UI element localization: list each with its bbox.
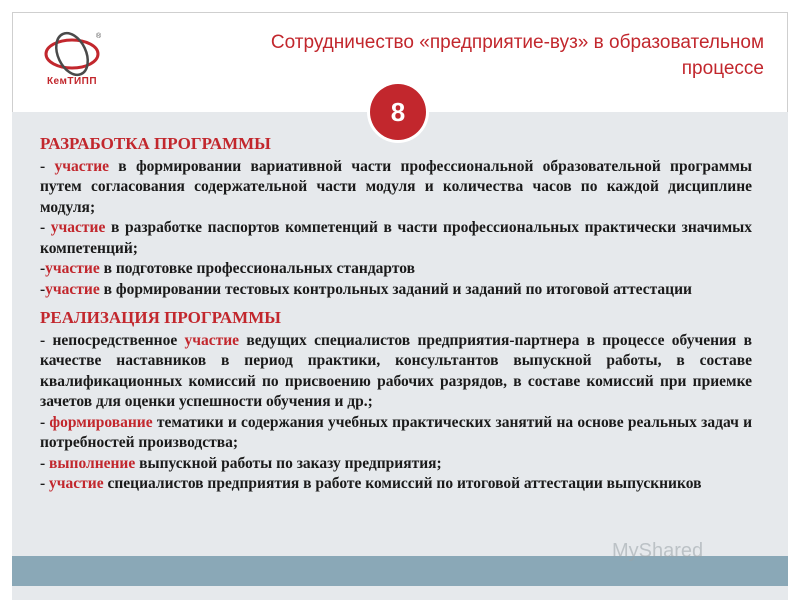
item-text: тематики и содержания учебных практических занятий на основе реальных задач и потребностей производства; <box>40 413 752 451</box>
section-implementation <box>40 308 752 495</box>
section-development <box>40 134 752 300</box>
item-prefix: - <box>40 157 55 175</box>
list-item <box>40 331 752 413</box>
item-prefix: - <box>40 219 51 236</box>
item-keyword: участие <box>54 157 109 175</box>
list-item <box>40 157 752 219</box>
slide-number-badge: 8 <box>370 84 426 140</box>
item-keyword: участие <box>45 280 100 298</box>
item-keyword: участие <box>50 219 106 236</box>
item-prefix: - <box>40 260 46 277</box>
item-keyword: выполнение <box>49 454 136 472</box>
item-text: в формировании вариативной части профессиональной образовательной программы путем согласования содержательной части модуля и количества часов по каждой дисциплине модуля; <box>40 157 752 216</box>
list-item <box>40 474 752 495</box>
item-text: в разработке паспортов компетенций в части профессиональных практически значимых компетенций; <box>40 219 753 257</box>
item-prefix: - <box>40 454 50 472</box>
list-item <box>40 218 752 259</box>
item-keyword: формирование <box>49 413 153 431</box>
item-keyword: участие <box>49 475 104 492</box>
item-text: ведущих специалистов предприятия-партнера в процессе обучения в качестве наставников в период практики, консультантов выпускной работы, в составе квалификационных комиссий по присвоению рабочих разрядов, в составе комиссий при приемке зачетов для оценки успешности обучения и др.; <box>40 331 752 410</box>
section-heading: РЕАЛИЗАЦИЯ ПРОГРАММЫ <box>40 308 281 327</box>
list-item <box>40 259 752 280</box>
item-prefix: - <box>40 280 46 298</box>
item-keyword: участие <box>184 331 240 349</box>
item-text: выпускной работы по заказу предприятия; <box>135 454 442 472</box>
title-line-2: процессе <box>681 58 764 79</box>
list-item <box>40 280 752 301</box>
item-text: в формировании тестовых контрольных заданий и заданий по итоговой аттестации <box>99 280 692 298</box>
svg-text:®: ® <box>96 33 102 40</box>
watermark: MyShared <box>612 540 704 562</box>
item-text: в подготовке профессиональных стандартов <box>99 260 415 277</box>
section-heading: РАЗРАБОТКА ПРОГРАММЫ <box>40 134 271 153</box>
logo-text: КемТИПП <box>46 76 98 87</box>
item-keyword: участие <box>45 260 100 277</box>
slide-content <box>40 134 752 495</box>
title-line-1: Сотрудничество «предприятие-вуз» в образовательном <box>270 32 764 53</box>
list-item <box>40 454 752 475</box>
item-text: специалистов предприятия в работе комиссий по итоговой аттестации выпускников <box>103 475 702 492</box>
item-prefix: - <box>40 413 50 431</box>
item-prefix: - непосредственное <box>40 331 185 349</box>
item-prefix: - <box>40 475 50 492</box>
list-item <box>40 413 752 454</box>
page-title <box>204 30 764 82</box>
